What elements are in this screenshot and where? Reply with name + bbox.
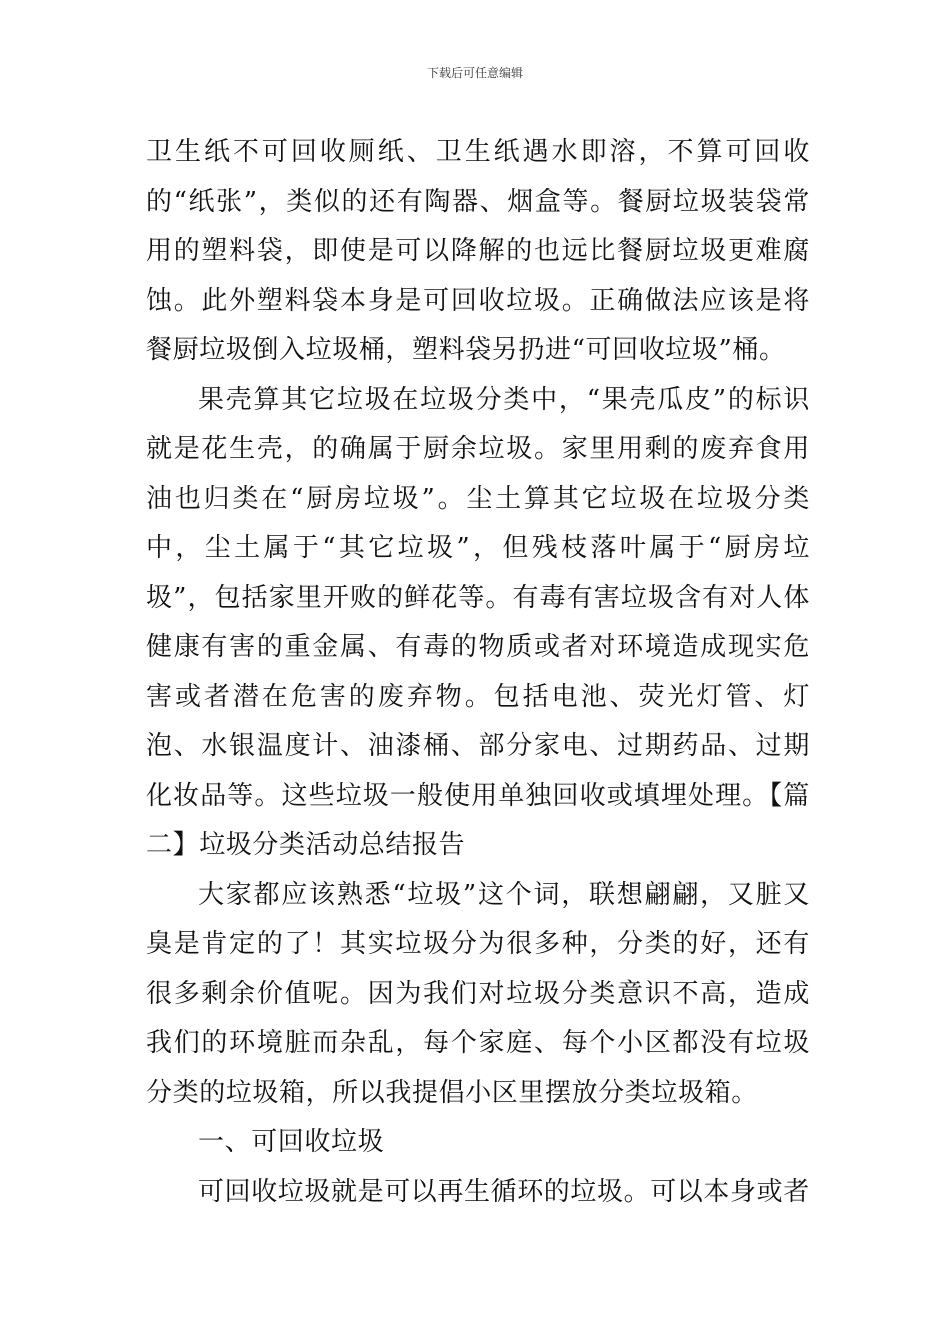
section-heading: 一、可回收垃圾 [198, 1127, 385, 1157]
document-body [146, 128, 810, 1217]
paragraph-2: 果壳算其它垃圾在垃圾分类中，“果壳瓜皮”的标识就是花生壳，的确属于厨余垃圾。家里用剩的废弃食用油也归类在“厨房垃圾”。尘土算其它垃圾在垃圾分类中，尘土属于“其它垃圾”，但残枝落叶属于“厨房垃圾”，包括家里开败的鲜花等。有毒有害垃圾含有对人体健康有害的重金属、有毒的物质或者对环境造成现实危害或者潜在危害的废弃物。包括电池、荧光灯管、灯泡、水银温度计、油漆桶、部分家电、过期药品、过期化妆品等。这些垃圾一般使用单独回收或填埋处理。【篇二】垃圾分类活动总结报告 [146, 384, 810, 860]
paragraph-1: 卫生纸不可回收厕纸、卫生纸遇水即溶，不算可回收的“纸张”，类似的还有陶器、烟盒等。餐厨垃圾装袋常用的塑料袋，即使是可以降解的也远比餐厨垃圾更难腐蚀。此外塑料袋本身是可回收垃圾。正确做法应该是将餐厨垃圾倒入垃圾桶，塑料袋另扔进“可回收垃圾”桶。 [146, 137, 810, 365]
paragraph-3: 大家都应该熟悉“垃圾”这个词，联想翩翩，又脏又臭是肯定的了！其实垃圾分为很多种，分类的好，还有很多剩余价值呢。因为我们对垃圾分类意识不高，造成我们的环境脏而杂乱，每个家庭、每个小区都没有垃圾分类的垃圾箱，所以我提倡小区里摆放分类垃圾箱。 [146, 879, 810, 1108]
paragraph-4: 可回收垃圾就是可以再生循环的垃圾。可以本身或者 [198, 1176, 810, 1207]
page-header: 下载后可任意编辑 [426, 66, 523, 80]
